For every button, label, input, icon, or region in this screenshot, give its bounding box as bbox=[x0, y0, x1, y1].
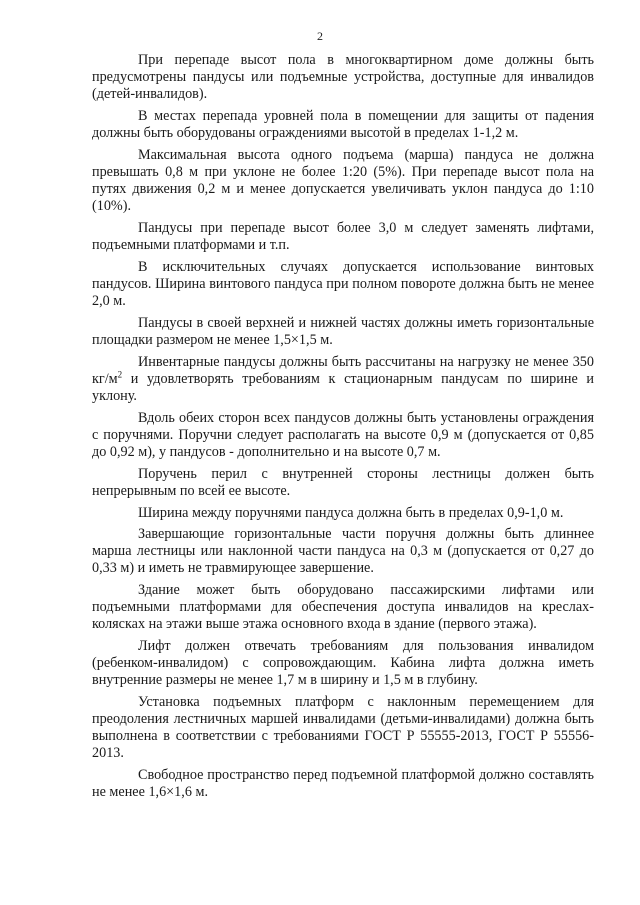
ramp-load-text: Инвентарные пандусы должны быть рассчитаны на нагрузку не менее 350 кг/м bbox=[92, 354, 594, 387]
paragraph-ramp-replacement: Пандусы при перепаде высот более 3,0 м следует заменять лифтами, подъемными платформами и т.п. bbox=[92, 220, 594, 253]
paragraph-elevator-cabin: Лифт должен отвечать требованиям для пользования инвалидом (ребенком-инвалидом) с сопровождающим. Кабина лифта должна иметь внутренние размеры не менее 1,7 м в ширину и 1,5 м в глубину. bbox=[92, 638, 594, 688]
paragraph-elevators: Здание может быть оборудовано пассажирскими лифтами или подъемными платформами для обеспечения доступа инвалидов на креслах-колясках на этажи выше этажа основного входа в здание (первого этажа). bbox=[92, 582, 594, 632]
paragraph-handrail-width: Ширина между поручнями пандуса должна быть в пределах 0,9-1,0 м. bbox=[138, 505, 564, 521]
paragraph-platform-clear-space: Свободное пространство перед подъемной платформой должно составлять не менее 1,6×1,6 м. bbox=[92, 767, 594, 800]
document-body bbox=[92, 52, 594, 806]
paragraph-spiral-ramps: В исключительных случаях допускается использование винтовых пандусов. Ширина винтового пандуса при полном повороте должна быть не менее 2,0 м. bbox=[92, 259, 594, 309]
ramp-load-text-end: и удовлетворять требованиям к стационарным пандусам по ширине и уклону. bbox=[92, 371, 594, 404]
paragraph-ramp-max-rise: Максимальная высота одного подъема (марша) пандуса не должна превышать 0,8 м при уклоне не более 1:20 (5%). При перепаде высот пола на путях движения 0,2 м и менее допускается увеличивать уклон пандуса до 1:10 (10%). bbox=[92, 147, 594, 214]
page-number: 2 bbox=[317, 29, 323, 43]
paragraph-stair-railing: Поручень перил с внутренней стороны лестницы должен быть непрерывным по всей ее высоте. bbox=[92, 466, 594, 499]
paragraph-ramp-load bbox=[92, 354, 594, 405]
paragraph-fencing-height: В местах перепада уровней пола в помещении для защиты от падения должны быть оборудованы ограждениями высотой в пределах 1-1,2 м. bbox=[92, 108, 594, 141]
paragraph-lift-platforms: Установка подъемных платформ с наклонным перемещением для преодоления лестничных маршей инвалидами (детьми-инвалидами) должна быть выполнена в соответствии с требованиями ГОСТ Р 55555-2013, ГОСТ Р 55556-2013. bbox=[92, 694, 594, 761]
paragraph-handrail-ends: Завершающие горизонтальные части поручня должны быть длиннее марша лестницы или наклонной части пандуса на 0,3 м (допускается от 0,27 до 0,33 м) и иметь не травмирующее завершение. bbox=[92, 526, 594, 576]
ramp-load-superscript: 2 bbox=[117, 369, 123, 380]
paragraph-floor-level-difference: При перепаде высот пола в многоквартирном доме должны быть предусмотрены пандусы или подъемные устройства, доступные для инвалидов (детей-инвалидов). bbox=[92, 52, 594, 102]
paragraph-handrails: Вдоль обеих сторон всех пандусов должны быть установлены ограждения с поручнями. Поручни следует располагать на высоте 0,9 м (допускается от 0,85 до 0,92 м), у пандусов - дополнительно и на высоте 0,7 м. bbox=[92, 410, 594, 460]
paragraph-ramp-landings: Пандусы в своей верхней и нижней частях должны иметь горизонтальные площадки размером не менее 1,5×1,5 м. bbox=[92, 315, 594, 348]
